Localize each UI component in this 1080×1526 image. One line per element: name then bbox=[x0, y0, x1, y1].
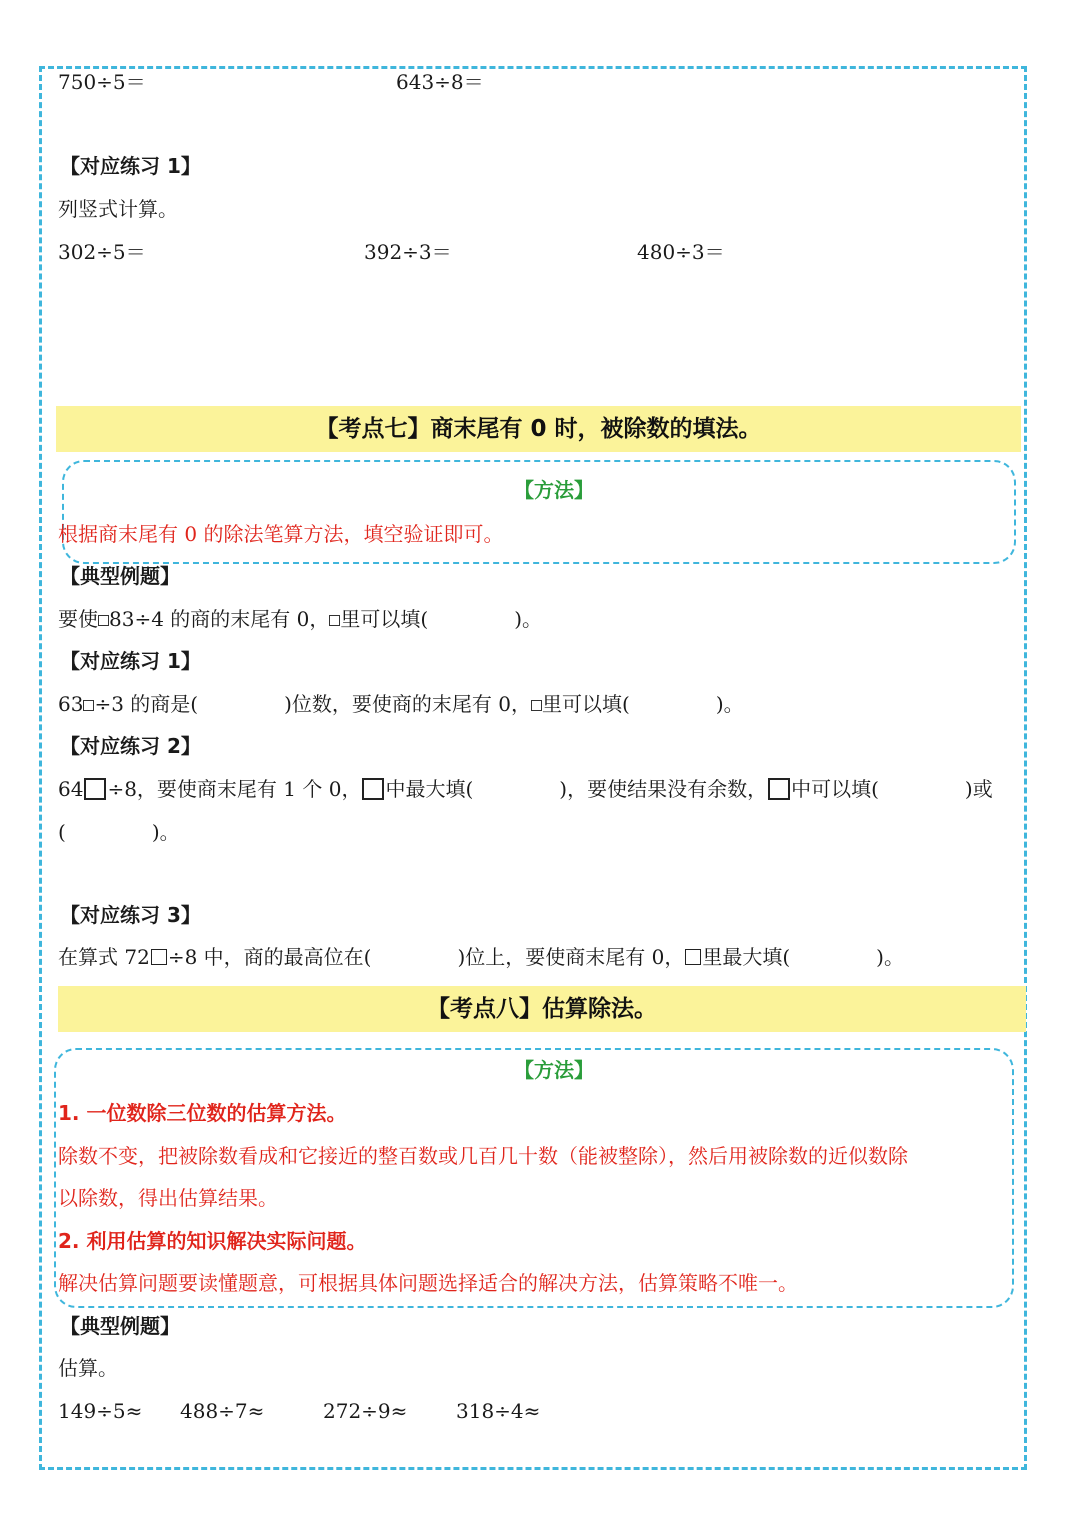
method-text: 以除数，得出估算结果。 bbox=[58, 1186, 278, 1210]
method-title: 【方法】 bbox=[514, 1058, 594, 1082]
exercise-heading: 【对应练习 3】 bbox=[60, 903, 201, 927]
blank-square bbox=[151, 949, 167, 965]
expression: 488÷7≈ bbox=[180, 1399, 265, 1423]
text: 64 bbox=[58, 777, 84, 801]
text: ( bbox=[58, 820, 66, 844]
text: 在算式 72 bbox=[58, 945, 150, 969]
blank-box bbox=[362, 778, 384, 800]
question-line bbox=[58, 609, 542, 629]
method-point-title: 2. 利用估算的知识解决实际问题。 bbox=[58, 1229, 367, 1253]
question-line bbox=[58, 947, 904, 967]
typical-example-heading: 【典型例题】 bbox=[60, 564, 180, 588]
method-text: 除数不变，把被除数看成和它接近的整百数或几百几十数（能被整除），然后用被除数的近似数除 bbox=[58, 1144, 908, 1168]
exercise-heading: 【对应练习 1】 bbox=[60, 154, 201, 178]
text: )位数，要使商的末尾有 0， bbox=[284, 692, 531, 716]
blank-square bbox=[98, 615, 109, 626]
expression: 272÷9≈ bbox=[323, 1399, 408, 1423]
question-line bbox=[58, 778, 993, 800]
text: 中可以填( bbox=[791, 777, 879, 801]
text: )或 bbox=[964, 777, 993, 801]
exercise-heading: 【对应练习 2】 bbox=[60, 734, 201, 758]
blank-square bbox=[329, 615, 340, 626]
instruction: 列竖式计算。 bbox=[58, 197, 178, 221]
blank-box bbox=[768, 778, 790, 800]
text: )，要使结果没有余数， bbox=[559, 777, 768, 801]
text: 中最大填( bbox=[385, 777, 474, 801]
typical-example-heading: 【典型例题】 bbox=[60, 1314, 180, 1338]
text: 里可以填( bbox=[340, 607, 429, 631]
expression: 480÷3＝ bbox=[637, 240, 725, 264]
section-banner-kd7: 【考点七】商末尾有 0 时，被除数的填法。 bbox=[56, 406, 1021, 452]
expression: 149÷5≈ bbox=[58, 1399, 143, 1423]
method-text: 解决估算问题要读懂题意，可根据具体问题选择适合的解决方法，估算策略不唯一。 bbox=[58, 1271, 798, 1295]
blank-box bbox=[84, 778, 106, 800]
expression: 302÷5＝ bbox=[58, 240, 146, 264]
question-line bbox=[58, 822, 180, 842]
method-text: 根据商末尾有 0 的除法笔算方法，填空验证即可。 bbox=[58, 522, 504, 546]
method-box bbox=[54, 1048, 1014, 1308]
text: ÷8，要使商末尾有 1 个 0， bbox=[107, 777, 362, 801]
text: )。 bbox=[514, 607, 542, 631]
exercise-heading: 【对应练习 1】 bbox=[60, 649, 201, 673]
blank-square bbox=[685, 949, 701, 965]
expression: 392÷3＝ bbox=[364, 240, 452, 264]
blank-square bbox=[531, 700, 542, 711]
text: 里可以填( bbox=[542, 692, 630, 716]
text: )。 bbox=[151, 820, 180, 844]
text: )。 bbox=[715, 692, 744, 716]
method-point-title: 1. 一位数除三位数的估算方法。 bbox=[58, 1101, 347, 1125]
text: 63 bbox=[58, 692, 84, 716]
text: 要使 bbox=[58, 607, 98, 631]
text: ÷8 中，商的最高位在( bbox=[167, 945, 372, 969]
expression: 750÷5＝ bbox=[58, 70, 146, 94]
text: ÷3 的商是( bbox=[94, 692, 199, 716]
text: )。 bbox=[876, 945, 904, 969]
text: 里最大填( bbox=[702, 945, 791, 969]
instruction: 估算。 bbox=[58, 1356, 118, 1380]
blank-square bbox=[83, 700, 94, 711]
text: 83÷4 的商的末尾有 0， bbox=[109, 607, 330, 631]
text: )位上，要使商末尾有 0， bbox=[457, 945, 685, 969]
expression: 643÷8＝ bbox=[396, 70, 484, 94]
section-banner-kd8: 【考点八】估算除法。 bbox=[58, 986, 1026, 1032]
expression: 318÷4≈ bbox=[456, 1399, 541, 1423]
method-title: 【方法】 bbox=[514, 478, 594, 502]
question-line bbox=[58, 694, 744, 714]
